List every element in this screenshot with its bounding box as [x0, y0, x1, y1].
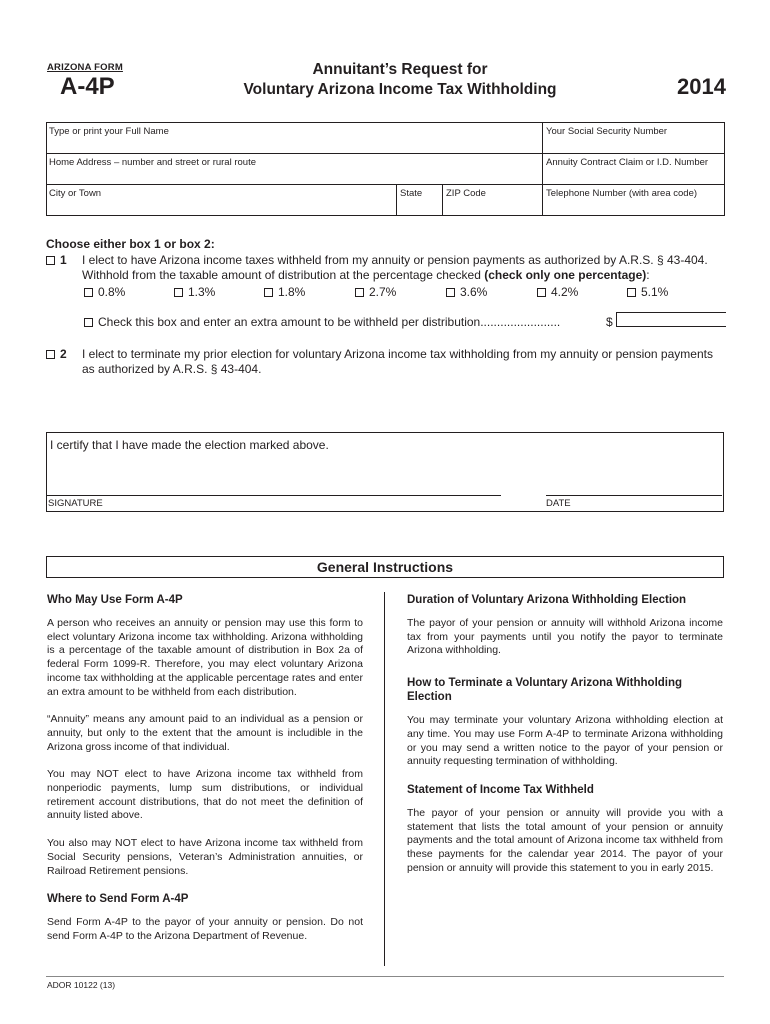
extra-amount-input[interactable] — [616, 312, 726, 327]
percent-option-3.6[interactable] — [446, 285, 487, 299]
column-divider — [384, 592, 385, 966]
checkbox[interactable] — [355, 288, 364, 297]
form-code: ADOR 10122 (13) — [47, 980, 116, 990]
percent-label: 1.3% — [188, 285, 216, 299]
footer-rule — [46, 976, 724, 977]
form-title-line1: Annuitant’s Request for — [312, 61, 488, 78]
grid-line — [46, 215, 724, 216]
box1-text2-main: Withhold from the taxable amount of distribution at the percentage checked — [82, 268, 481, 282]
zip-field[interactable]: ZIP Code — [446, 188, 486, 199]
grid-line — [542, 122, 543, 216]
state-field[interactable]: State — [400, 188, 423, 199]
grid-line — [46, 122, 724, 123]
where-to-send-heading: Where to Send Form A-4P — [47, 893, 189, 906]
percent-label: 5.1% — [641, 285, 669, 299]
terminate-heading: How to Terminate a Voluntary Arizona Withholding Election — [407, 677, 683, 704]
percent-option-5.1[interactable] — [627, 285, 668, 299]
statement-heading: Statement of Income Tax Withheld — [407, 783, 594, 796]
full-name-field[interactable]: Type or print your Full Name — [49, 126, 169, 137]
date-label: DATE — [546, 498, 571, 509]
certify-text: I certify that I have made the election marked above. — [50, 438, 329, 452]
form-number: A-4P — [60, 73, 115, 100]
checkbox[interactable] — [537, 288, 546, 297]
box1-text2-bold: (check only one percentage) — [484, 268, 647, 282]
box1-number: 1 — [60, 253, 67, 267]
checkbox[interactable] — [627, 288, 636, 297]
grid-line — [724, 122, 725, 216]
box1-row — [46, 253, 67, 267]
checkbox[interactable] — [174, 288, 183, 297]
date-line[interactable] — [546, 495, 722, 496]
general-instructions-title: General Instructions — [46, 556, 724, 578]
form-label: ARIZONA FORM — [47, 62, 123, 73]
box1-text2-end: : — [646, 268, 650, 282]
extra-amount-checkbox[interactable] — [84, 318, 93, 327]
ssn-field[interactable]: Your Social Security Number — [546, 126, 668, 137]
box1-checkbox[interactable] — [46, 256, 55, 265]
certification-box — [46, 432, 724, 512]
where-paragraph: Send Form A-4P to the payor of your annuity or pension. Do not send Form A-4P to the Arizona Department of Revenue. — [47, 916, 363, 942]
percent-label: 1.8% — [278, 285, 306, 299]
checkbox[interactable] — [446, 288, 455, 297]
duration-paragraph: The payor of your pension or annuity will withhold Arizona income tax from your payments until you notify the payor to terminate Arizona withholding. — [407, 617, 723, 657]
form-title — [230, 60, 570, 100]
who-paragraph-1: A person who receives an annuity or pension may use this form to elect voluntary Arizona income tax withholding. Arizona withholding is a percentage of the taxable amount of distribution in Box 2a of federal Form 1099-R. Therefore, you may elect voluntary Arizona income tax withholding at the applicable percentage rates and enter an extra amount to be withheld from each distribution. — [47, 617, 363, 698]
statement-paragraph: The payor of your pension or annuity will provide you with a statement that lists the total amount of your pension or annuity payments and the total amount of Arizona income tax withheld from these payments for the calendar year 2014. The payor of your pension or annuity will provide this statement to you in early 2015. — [407, 806, 723, 874]
instructions-right-column — [407, 593, 723, 889]
dollar-sign: $ — [606, 315, 613, 329]
signature-label: SIGNATURE — [48, 498, 103, 509]
percent-label: 0.8% — [98, 285, 126, 299]
percent-label: 4.2% — [551, 285, 579, 299]
grid-line — [46, 184, 724, 185]
instructions-left-column — [47, 593, 363, 958]
box2-line2: as authorized by A.R.S. § 43-404. — [82, 362, 262, 376]
telephone-field[interactable]: Telephone Number (with area code) — [546, 188, 698, 199]
home-address-field[interactable]: Home Address – number and street or rural route — [49, 157, 256, 168]
grid-line — [46, 122, 47, 216]
percent-option-4.2[interactable] — [537, 285, 578, 299]
checkbox[interactable] — [84, 288, 93, 297]
percent-label: 2.7% — [369, 285, 397, 299]
city-field[interactable]: City or Town — [49, 188, 102, 199]
percent-option-2.7[interactable] — [355, 285, 396, 299]
who-may-use-heading: Who May Use Form A-4P — [47, 594, 183, 606]
duration-heading: Duration of Voluntary Arizona Withholding Election — [407, 594, 687, 606]
box2-checkbox[interactable] — [46, 350, 55, 359]
who-paragraph-2: “Annuity” means any amount paid to an individual as a pension or annuity, but only to the extent that the amount is includible in the Arizona gross income of that individual. — [47, 713, 363, 753]
tax-year: 2014 — [677, 74, 726, 99]
grid-line — [442, 184, 443, 216]
choose-instruction: Choose either box 1 or box 2: — [46, 237, 215, 251]
checkbox[interactable] — [264, 288, 273, 297]
signature-line[interactable] — [47, 495, 501, 496]
grid-line — [46, 153, 724, 154]
annuity-id-field[interactable]: Annuity Contract Claim or I.D. Number — [546, 157, 709, 168]
box2-row — [46, 347, 67, 361]
grid-line — [396, 184, 397, 216]
percent-label: 3.6% — [460, 285, 488, 299]
who-paragraph-3: You may NOT elect to have Arizona income tax withheld from nonperiodic payments, lump sum distributions, or individual retirement account distributions, that do not meet the definition of annuity listed above. — [47, 768, 363, 822]
box2-number: 2 — [60, 347, 67, 361]
percent-option-1.3[interactable] — [174, 285, 215, 299]
extra-amount-text: Check this box and enter an extra amount to be withheld per distribution........................ — [98, 315, 561, 329]
who-paragraph-4: You also may NOT elect to have Arizona income tax withheld from Social Security pensions, Veteran’s Administration annuities, or Railroad Retirement pensions. — [47, 837, 363, 877]
percent-option-0.8[interactable] — [84, 285, 125, 299]
form-title-line2: Voluntary Arizona Income Tax Withholding — [243, 81, 557, 98]
percent-option-1.8[interactable] — [264, 285, 305, 299]
extra-amount-row — [84, 315, 560, 329]
box1-text: I elect to have Arizona income taxes withheld from my annuity or pension payments as authorized by A.R.S. § 43-404. — [82, 253, 708, 267]
box2-line1: I elect to terminate my prior election for voluntary Arizona income tax withholding from my annuity or pension payments — [82, 347, 713, 361]
box1-text2 — [82, 268, 650, 282]
terminate-paragraph: You may terminate your voluntary Arizona withholding election at any time. You may use Form A-4P to terminate Arizona withholding or you may send a written notice to the payor of your pension or annuity requesting termination of withholding. — [407, 714, 723, 768]
